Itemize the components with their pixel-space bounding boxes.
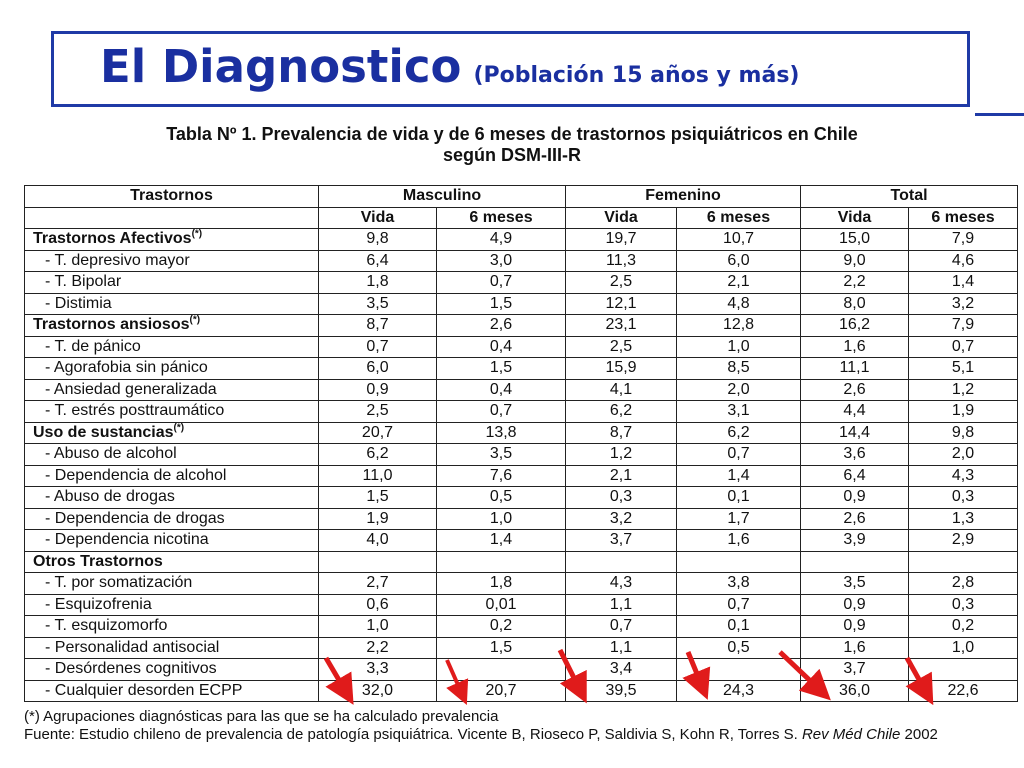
cell-t-6meses: 3,2 xyxy=(909,293,1018,315)
cell-f-6meses: 2,1 xyxy=(677,272,801,294)
cell-f-vida: 19,7 xyxy=(566,229,677,251)
cell-f-vida: 0,3 xyxy=(566,487,677,509)
cell-f-6meses: 2,0 xyxy=(677,379,801,401)
slide-subtitle: (Población 15 años y más) xyxy=(473,63,800,88)
cell-f-vida: 3,7 xyxy=(566,530,677,552)
cell-m-vida: 0,6 xyxy=(319,594,437,616)
cell-t-vida: 0,9 xyxy=(801,616,909,638)
header-total: Total xyxy=(801,186,1018,208)
footnote-source-text: Fuente: Estudio chileno de prevalencia de patología psiquiátrica. Vicente B, Rioseco P, Saldivia S, Kohn R, Torres S. xyxy=(24,726,802,743)
cell-t-vida: 6,4 xyxy=(801,465,909,487)
subheader-t-6meses: 6 meses xyxy=(909,207,1018,229)
cell-f-6meses: 3,1 xyxy=(677,401,801,423)
subheader-f-vida: Vida xyxy=(566,207,677,229)
cell-t-6meses: 2,9 xyxy=(909,530,1018,552)
cell-t-vida: 15,0 xyxy=(801,229,909,251)
header-trastornos: Trastornos xyxy=(25,186,319,208)
cell-m-vida: 9,8 xyxy=(319,229,437,251)
cell-f-6meses: 4,8 xyxy=(677,293,801,315)
row-label-text: - T. de pánico xyxy=(45,337,141,355)
cell-t-6meses: 22,6 xyxy=(909,680,1018,702)
cell-t-vida: 3,9 xyxy=(801,530,909,552)
row-label-text: - Agorafobia sin pánico xyxy=(45,359,208,377)
cell-t-vida: 16,2 xyxy=(801,315,909,337)
cell-f-6meses: 1,4 xyxy=(677,465,801,487)
cell-m-vida: 3,3 xyxy=(319,659,437,681)
cell-f-6meses: 0,1 xyxy=(677,616,801,638)
row-label-text: - Cualquier desorden ECPP xyxy=(45,681,243,699)
subheader-m-6meses: 6 meses xyxy=(437,207,566,229)
cell-t-6meses: 1,0 xyxy=(909,637,1018,659)
cell-f-vida: 6,2 xyxy=(566,401,677,423)
footnote-year: 2002 xyxy=(900,726,938,743)
cell-m-vida: 1,9 xyxy=(319,508,437,530)
cell-m-6meses: 0,7 xyxy=(437,272,566,294)
cell-t-vida: 36,0 xyxy=(801,680,909,702)
cell-m-6meses: 0,01 xyxy=(437,594,566,616)
cell-m-vida: 11,0 xyxy=(319,465,437,487)
cell-f-vida: 1,2 xyxy=(566,444,677,466)
cell-m-6meses: 0,4 xyxy=(437,379,566,401)
cell-t-6meses: 7,9 xyxy=(909,315,1018,337)
cell-f-6meses: 6,2 xyxy=(677,422,801,444)
cell-f-6meses: 12,8 xyxy=(677,315,801,337)
cell-m-6meses: 4,9 xyxy=(437,229,566,251)
cell-f-6meses: 0,1 xyxy=(677,487,801,509)
row-label-text: - Abuso de drogas xyxy=(45,488,175,506)
cell-t-6meses: 5,1 xyxy=(909,358,1018,380)
cell-m-vida: 2,2 xyxy=(319,637,437,659)
cell-m-vida: 1,5 xyxy=(319,487,437,509)
slide-title-main: El Diagnostico xyxy=(100,40,462,93)
cell-f-6meses: 24,3 xyxy=(677,680,801,702)
row-label-text: - T. depresivo mayor xyxy=(45,251,190,269)
cell-m-6meses: 3,0 xyxy=(437,250,566,272)
arrow-total-6meses xyxy=(907,658,926,692)
cell-t-vida: 2,6 xyxy=(801,379,909,401)
cell-f-6meses: 0,7 xyxy=(677,594,801,616)
cell-m-6meses: 3,5 xyxy=(437,444,566,466)
row-label-text: - Dependencia nicotina xyxy=(45,531,209,549)
cell-t-vida: 3,5 xyxy=(801,573,909,595)
cell-f-vida: 2,5 xyxy=(566,336,677,358)
cell-f-vida: 2,5 xyxy=(566,272,677,294)
cell-t-6meses: 2,8 xyxy=(909,573,1018,595)
cell-f-vida: 4,3 xyxy=(566,573,677,595)
cell-f-vida: 8,7 xyxy=(566,422,677,444)
cell-f-vida: 12,1 xyxy=(566,293,677,315)
cell-m-6meses: 7,6 xyxy=(437,465,566,487)
cell-f-vida: 15,9 xyxy=(566,358,677,380)
table-caption-line1: Tabla Nº 1. Prevalencia de vida y de 6 meses de trastornos psiquiátricos en Chile xyxy=(166,124,858,144)
cell-f-vida: 1,1 xyxy=(566,637,677,659)
cell-t-6meses: 4,3 xyxy=(909,465,1018,487)
cell-t-vida: 2,2 xyxy=(801,272,909,294)
row-label-text: Otros Trastornos xyxy=(33,552,163,570)
row-label-text: - T. esquizomorfo xyxy=(45,617,168,635)
footnote-journal: Rev Méd Chile xyxy=(801,726,901,743)
cell-t-6meses: 1,4 xyxy=(909,272,1018,294)
cell-f-vida: 23,1 xyxy=(566,315,677,337)
cell-t-6meses: 1,2 xyxy=(909,379,1018,401)
cell-m-6meses: 0,2 xyxy=(437,616,566,638)
cell-f-6meses: 1,6 xyxy=(677,530,801,552)
row-label-text: - Dependencia de alcohol xyxy=(45,466,227,484)
cell-t-6meses: 2,0 xyxy=(909,444,1018,466)
footnote-agrupaciones: (*) Agrupaciones diagnósticas para las que se ha calculado prevalencia xyxy=(24,708,499,725)
cell-f-6meses: 1,7 xyxy=(677,508,801,530)
cell-t-vida: 11,1 xyxy=(801,358,909,380)
cell-m-vida: 2,5 xyxy=(319,401,437,423)
cell-m-vida: 4,0 xyxy=(319,530,437,552)
cell-t-vida: 9,0 xyxy=(801,250,909,272)
cell-t-vida: 8,0 xyxy=(801,293,909,315)
cell-m-vida: 1,0 xyxy=(319,616,437,638)
row-label-text: - T. estrés posttraumático xyxy=(45,402,225,420)
row-label-text: - Personalidad antisocial xyxy=(45,638,220,656)
cell-m-6meses: 0,4 xyxy=(437,336,566,358)
row-label-text: - Distimia xyxy=(45,294,112,312)
header-masculino: Masculino xyxy=(319,186,566,208)
row-label-text: - Dependencia de drogas xyxy=(45,509,225,527)
cell-t-vida: 0,9 xyxy=(801,487,909,509)
cell-f-vida: 3,4 xyxy=(566,659,677,681)
subheader-t-vida: Vida xyxy=(801,207,909,229)
cell-m-vida: 20,7 xyxy=(319,422,437,444)
cell-m-vida: 6,4 xyxy=(319,250,437,272)
cell-f-vida: 2,1 xyxy=(566,465,677,487)
cell-m-vida: 6,0 xyxy=(319,358,437,380)
cell-t-vida: 4,4 xyxy=(801,401,909,423)
cell-f-vida: 3,2 xyxy=(566,508,677,530)
cell-f-vida: 0,7 xyxy=(566,616,677,638)
cell-t-vida: 14,4 xyxy=(801,422,909,444)
subheader-f-6meses: 6 meses xyxy=(677,207,801,229)
cell-m-6meses: 2,6 xyxy=(437,315,566,337)
cell-t-6meses: 0,3 xyxy=(909,594,1018,616)
cell-f-6meses: 3,8 xyxy=(677,573,801,595)
cell-t-6meses: 0,3 xyxy=(909,487,1018,509)
cell-f-vida: 1,1 xyxy=(566,594,677,616)
cell-t-6meses: 1,3 xyxy=(909,508,1018,530)
cell-m-vida: 2,7 xyxy=(319,573,437,595)
cell-m-6meses: 1,5 xyxy=(437,637,566,659)
cell-m-vida: 1,8 xyxy=(319,272,437,294)
cell-m-6meses: 13,8 xyxy=(437,422,566,444)
cell-t-vida: 3,7 xyxy=(801,659,909,681)
row-label-text: - Ansiedad generalizada xyxy=(45,380,217,398)
arrow-femenino-6meses xyxy=(688,652,702,686)
cell-t-6meses: 4,6 xyxy=(909,250,1018,272)
row-label-text: Trastornos Afectivos xyxy=(33,230,192,248)
cell-f-6meses: 0,5 xyxy=(677,637,801,659)
cell-m-vida: 3,5 xyxy=(319,293,437,315)
cell-t-vida: 3,6 xyxy=(801,444,909,466)
cell-m-6meses: 1,8 xyxy=(437,573,566,595)
header-femenino: Femenino xyxy=(566,186,801,208)
row-label-text: Trastornos ansiosos xyxy=(33,316,190,334)
cell-f-6meses: 6,0 xyxy=(677,250,801,272)
cell-f-6meses: 1,0 xyxy=(677,336,801,358)
cell-f-vida: 11,3 xyxy=(566,250,677,272)
row-label-superscript: (*) xyxy=(173,422,185,434)
cell-f-vida: 4,1 xyxy=(566,379,677,401)
cell-t-6meses: 7,9 xyxy=(909,229,1018,251)
cell-m-6meses: 0,5 xyxy=(437,487,566,509)
cell-m-vida: 0,7 xyxy=(319,336,437,358)
cell-t-vida: 1,6 xyxy=(801,637,909,659)
cell-m-vida: 0,9 xyxy=(319,379,437,401)
table-caption-line2: según DSM-III-R xyxy=(443,145,581,165)
cell-t-6meses: 0,2 xyxy=(909,616,1018,638)
arrow-femenino-vida xyxy=(560,650,580,690)
cell-f-vida: 39,5 xyxy=(566,680,677,702)
cell-f-6meses: 10,7 xyxy=(677,229,801,251)
cell-m-6meses: 1,0 xyxy=(437,508,566,530)
cell-t-vida: 0,9 xyxy=(801,594,909,616)
cell-m-6meses: 20,7 xyxy=(437,680,566,702)
cell-m-6meses: 1,5 xyxy=(437,358,566,380)
cell-m-6meses: 1,4 xyxy=(437,530,566,552)
cell-t-6meses: 9,8 xyxy=(909,422,1018,444)
cell-m-vida: 6,2 xyxy=(319,444,437,466)
cell-t-vida: 1,6 xyxy=(801,336,909,358)
cell-t-vida: 2,6 xyxy=(801,508,909,530)
arrow-masculino-vida xyxy=(326,658,346,692)
row-label-superscript: (*) xyxy=(189,314,201,326)
row-label-text: - T. Bipolar xyxy=(45,273,122,291)
cell-m-6meses: 0,7 xyxy=(437,401,566,423)
cell-t-6meses: 0,7 xyxy=(909,336,1018,358)
row-label-text: - T. por somatización xyxy=(45,574,193,592)
cell-m-vida: 32,0 xyxy=(319,680,437,702)
subheader-m-vida: Vida xyxy=(319,207,437,229)
cell-t-6meses: 1,9 xyxy=(909,401,1018,423)
row-label-text: - Desórdenes cognitivos xyxy=(45,660,217,678)
row-label-superscript: (*) xyxy=(191,228,203,240)
row-label-text: - Abuso de alcohol xyxy=(45,445,177,463)
row-label-text: Uso de sustancias xyxy=(33,423,174,441)
cell-f-6meses: 0,7 xyxy=(677,444,801,466)
cell-f-6meses: 8,5 xyxy=(677,358,801,380)
cell-m-6meses: 1,5 xyxy=(437,293,566,315)
row-label-text: - Esquizofrenia xyxy=(45,595,152,613)
cell-m-vida: 8,7 xyxy=(319,315,437,337)
arrow-total-vida xyxy=(780,652,820,690)
arrow-masculino-6meses xyxy=(447,660,462,694)
